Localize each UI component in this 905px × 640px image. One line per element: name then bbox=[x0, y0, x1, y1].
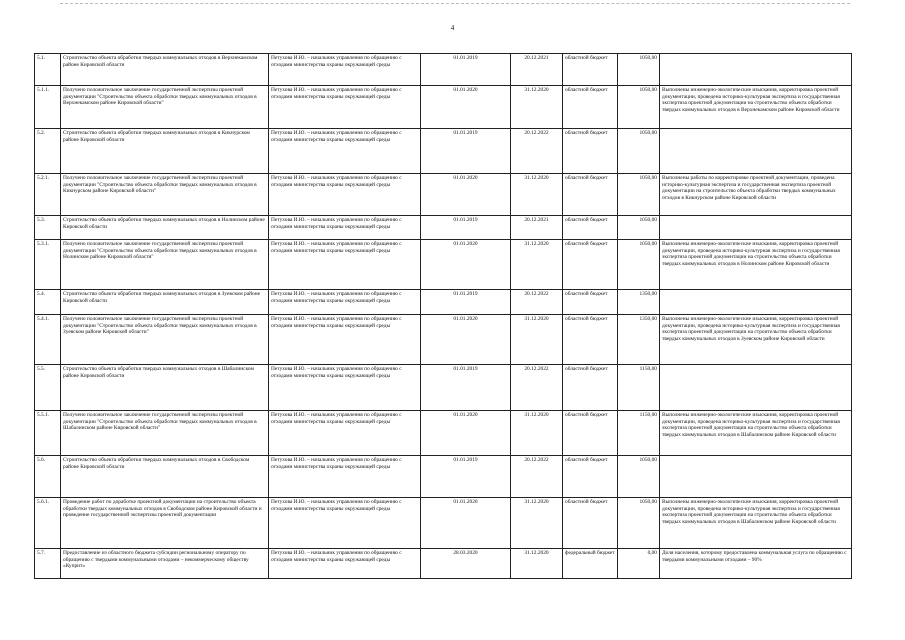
expected-result: Выполнены работы по корректировке проектной документации, проведена историко-культурная экспертиза и государственная экспертиза проектной документации на строительство объекта обработки твердых коммунальных отходов в Кикнурском районе Кировской области bbox=[660, 174, 852, 216]
end-date: 20.12.2022 bbox=[511, 365, 563, 411]
end-date: 20.12.2021 bbox=[511, 216, 563, 240]
start-date: 01.01.2020 bbox=[421, 174, 511, 216]
row-number: 5.4.1. bbox=[35, 315, 61, 365]
expected-result bbox=[660, 216, 852, 240]
funding-amount: 1150,00 bbox=[618, 365, 660, 411]
measure-text: Строительство объекта обработки твердых коммунальных отходов в Свободском районе Кировской области bbox=[61, 456, 269, 498]
table-row bbox=[35, 365, 852, 411]
funding-source: областной бюджет bbox=[563, 456, 618, 498]
responsible-person: Петухова И.Ю. – начальник управления по обращению с отходами министерства охраны окружающей среды bbox=[269, 216, 421, 240]
expected-result: Выполнены инженерно-экологические изыскания, корректировка проектной документации, проведена историко-культурная экспертиза и государственная экспертиза проектной документации на строительство объекта обработки твердых коммунальных отходов в Зуевском районе Кировской области bbox=[660, 315, 852, 365]
measure-text: Строительство объекта обработки твердых коммунальных отходов в Шабалинском районе Кировской области bbox=[61, 365, 269, 411]
row-number: 5.5. bbox=[35, 365, 61, 411]
expected-result bbox=[660, 54, 852, 86]
expected-result bbox=[660, 365, 852, 411]
funding-amount: 1050,00 bbox=[618, 174, 660, 216]
row-number: 5.3. bbox=[35, 216, 61, 240]
table-row bbox=[35, 216, 852, 240]
start-date: 01.01.2019 bbox=[421, 54, 511, 86]
responsible-person: Петухова И.Ю. – начальник управления по обращению с отходами министерства охраны окружающей среды bbox=[269, 174, 421, 216]
row-number: 5.7. bbox=[35, 549, 61, 579]
funding-source: федеральный бюджет bbox=[563, 549, 618, 579]
row-number: 5.6. bbox=[35, 456, 61, 498]
end-date: 31.12.2020 bbox=[511, 498, 563, 549]
end-date: 31.12.2020 bbox=[511, 86, 563, 129]
responsible-person: Петухова И.Ю. – начальник управления по обращению с отходами министерства охраны окружающей среды bbox=[269, 129, 421, 174]
funding-source: областной бюджет bbox=[563, 86, 618, 129]
measure-text: Строительство объекта обработки твердых коммунальных отходов в Нолинском районе Кировской области bbox=[61, 216, 269, 240]
funding-amount: 1050,00 bbox=[618, 54, 660, 86]
funding-source: областной бюджет bbox=[563, 54, 618, 86]
funding-source: областной бюджет bbox=[563, 365, 618, 411]
row-number: 5.2. bbox=[35, 129, 61, 174]
table-row bbox=[35, 456, 852, 498]
end-date: 20.12.2022 bbox=[511, 456, 563, 498]
funding-source: областной бюджет bbox=[563, 174, 618, 216]
start-date: 01.01.2020 bbox=[421, 498, 511, 549]
funding-amount: 1050,00 bbox=[618, 456, 660, 498]
funding-source: областной бюджет bbox=[563, 498, 618, 549]
measure-text: Получено положительное заключение государственной экспертизы проектной документации "Строительство объекта обработки твердых коммунальных отходов в Зуевском районе Кировской области" bbox=[61, 315, 269, 365]
end-date: 31.12.2020 bbox=[511, 549, 563, 579]
start-date: 01.01.2020 bbox=[421, 315, 511, 365]
responsible-person: Петухова И.Ю. – начальник управления по обращению с отходами министерства охраны окружающей среды bbox=[269, 86, 421, 129]
responsible-person: Петухова И.Ю. – начальник управления по обращению с отходами министерства охраны окружающей среды bbox=[269, 365, 421, 411]
funding-source: областной бюджет bbox=[563, 290, 618, 315]
measures-table bbox=[34, 53, 852, 579]
row-number: 5.1.1. bbox=[35, 86, 61, 129]
responsible-person: Петухова И.Ю. – начальник управления по обращению с отходами министерства охраны окружающей среды bbox=[269, 456, 421, 498]
responsible-person: Петухова И.Ю. – начальник управления по обращению с отходами министерства охраны окружающей среды bbox=[269, 290, 421, 315]
row-number: 5.1. bbox=[35, 54, 61, 86]
measure-text: Строительство объекта обработки твердых коммунальных отходов в Зуевском районе Кировской области bbox=[61, 290, 269, 315]
measure-text: Получено положительное заключение государственной экспертизы проектной документации "Строительство объекта обработки твердых коммунальных отходов в Шабалинском районе Кировской области" bbox=[61, 411, 269, 456]
end-date: 20.12.2021 bbox=[511, 54, 563, 86]
funding-amount: 0,00 bbox=[618, 549, 660, 579]
funding-source: областной бюджет bbox=[563, 216, 618, 240]
table-row bbox=[35, 54, 852, 86]
funding-amount: 1150,00 bbox=[618, 411, 660, 456]
measure-text: Получено положительное заключение государственной экспертизы проектной документации "Строительство объекта обработки твердых коммунальных отходов в Кикнурском районе Кировской области" bbox=[61, 174, 269, 216]
row-number: 5.2.1. bbox=[35, 174, 61, 216]
start-date: 01.01.2020 bbox=[421, 240, 511, 290]
end-date: 31.12.2020 bbox=[511, 240, 563, 290]
responsible-person: Петухова И.Ю. – начальник управления по обращению с отходами министерства охраны окружающей среды bbox=[269, 411, 421, 456]
expected-result bbox=[660, 456, 852, 498]
funding-amount: 1050,00 bbox=[618, 86, 660, 129]
table-row bbox=[35, 290, 852, 315]
responsible-person: Петухова И.Ю. – начальник управления по обращению с отходами министерства охраны окружающей среды bbox=[269, 315, 421, 365]
end-date: 31.12.2020 bbox=[511, 315, 563, 365]
funding-amount: 1350,00 bbox=[618, 290, 660, 315]
start-date: 01.01.2019 bbox=[421, 216, 511, 240]
responsible-person: Петухова И.Ю. – начальник управления по обращению с отходами министерства охраны окружающей среды bbox=[269, 54, 421, 86]
row-number: 5.5.1. bbox=[35, 411, 61, 456]
responsible-person: Петухова И.Ю. – начальник управления по обращению с отходами министерства охраны окружающей среды bbox=[269, 498, 421, 549]
start-date: 28.03.2020 bbox=[421, 549, 511, 579]
page-number: 4 bbox=[450, 24, 455, 32]
measure-text: Проведение работ по доработке проектной документации на строительство объекта обработки твердых коммунальных отходов в Свободском районе Кировской области и проведение государственной экспертизы проектной документации bbox=[61, 498, 269, 549]
row-number: 5.4. bbox=[35, 290, 61, 315]
funding-amount: 1350,00 bbox=[618, 315, 660, 365]
measure-text: Получено положительное заключение государственной экспертизы проектной документации "Строительство объекта обработки твердых коммунальных отходов в Верхнекамском районе Кировской области" bbox=[61, 86, 269, 129]
row-number: 5.6.1. bbox=[35, 498, 61, 549]
table-row bbox=[35, 411, 852, 456]
responsible-person: Петухова И.Ю. – начальник управления по обращению с отходами министерства охраны окружающей среды bbox=[269, 240, 421, 290]
end-date: 20.12.2022 bbox=[511, 290, 563, 315]
end-date: 31.12.2020 bbox=[511, 174, 563, 216]
start-date: 01.01.2020 bbox=[421, 411, 511, 456]
end-date: 20.12.2022 bbox=[511, 129, 563, 174]
start-date: 01.01.2019 bbox=[421, 365, 511, 411]
funding-amount: 1050,00 bbox=[618, 240, 660, 290]
responsible-person: Петухова И.Ю. – начальник управления по обращению с отходами министерства охраны окружающей среды bbox=[269, 549, 421, 579]
measure-text: Строительство объекта обработки твердых коммунальных отходов в Верхнекамском районе Кировской области bbox=[61, 54, 269, 86]
funding-source: областной бюджет bbox=[563, 315, 618, 365]
table-row bbox=[35, 129, 852, 174]
table-row bbox=[35, 86, 852, 129]
table-row bbox=[35, 498, 852, 549]
expected-result bbox=[660, 290, 852, 315]
funding-amount: 1050,00 bbox=[618, 216, 660, 240]
funding-source: областной бюджет bbox=[563, 411, 618, 456]
measure-text: Получено положительное заключение государственной экспертизы проектной документации "Строительство объекта обработки твердых коммунальных отходов в Нолинском районе Кировской области" bbox=[61, 240, 269, 290]
start-date: 01.01.2019 bbox=[421, 290, 511, 315]
funding-source: областной бюджет bbox=[563, 240, 618, 290]
table-row bbox=[35, 549, 852, 579]
start-date: 01.01.2019 bbox=[421, 129, 511, 174]
funding-source: областной бюджет bbox=[563, 129, 618, 174]
start-date: 01.01.2019 bbox=[421, 456, 511, 498]
end-date: 31.12.2020 bbox=[511, 411, 563, 456]
measure-text: Строительство объекта обработки твердых коммунальных отходов в Кикнурском районе Кировской области bbox=[61, 129, 269, 174]
row-number: 5.3.1. bbox=[35, 240, 61, 290]
top-scan-border bbox=[60, 3, 850, 4]
expected-result: Выполнены инженерно-экологические изыскания, корректировка проектной документации, проведена историко-культурная экспертиза и государственная экспертиза проектной документации на строительство объекта обработки твердых коммунальных отходов в Верхнекамском районе Кировской области bbox=[660, 86, 852, 129]
table-row bbox=[35, 174, 852, 216]
table-row bbox=[35, 315, 852, 365]
expected-result: Выполнены инженерно-экологические изыскания, корректировка проектной документации, проведена историко-культурная экспертиза и государственная экспертиза проектной документации на строительство объекта обработки твердых коммунальных отходов в Шабалинском районе Кировской области bbox=[660, 411, 852, 456]
funding-amount: 1050,00 bbox=[618, 498, 660, 549]
table-row bbox=[35, 240, 852, 290]
expected-result: Выполнены инженерно-экологические изыскания, корректировка проектной документации, проведена историко-культурная экспертиза и государственная экспертиза проектной документации на строительство объекта обработки твердых коммунальных отходов в Шабалинском районе Кировской области bbox=[660, 498, 852, 549]
measure-text: Предоставление из областного бюджета субсидии региональному оператору по обращению с твердыми коммунальными отходами – некоммерческому обществу «Куприт» bbox=[61, 549, 269, 579]
expected-result: Выполнены инженерно-экологические изыскания, корректировка проектной документации, проведена историко-культурная экспертиза и государственная экспертиза проектной документации на строительство объекта обработки твердых коммунальных отходов в Нолинском районе Кировской области bbox=[660, 240, 852, 290]
funding-amount: 1050,00 bbox=[618, 129, 660, 174]
expected-result: Доля населения, которому предоставлена коммунальная услуга по обращению с твердыми коммунальными отходами – 90% bbox=[660, 549, 852, 579]
expected-result bbox=[660, 129, 852, 174]
start-date: 01.01.2020 bbox=[421, 86, 511, 129]
